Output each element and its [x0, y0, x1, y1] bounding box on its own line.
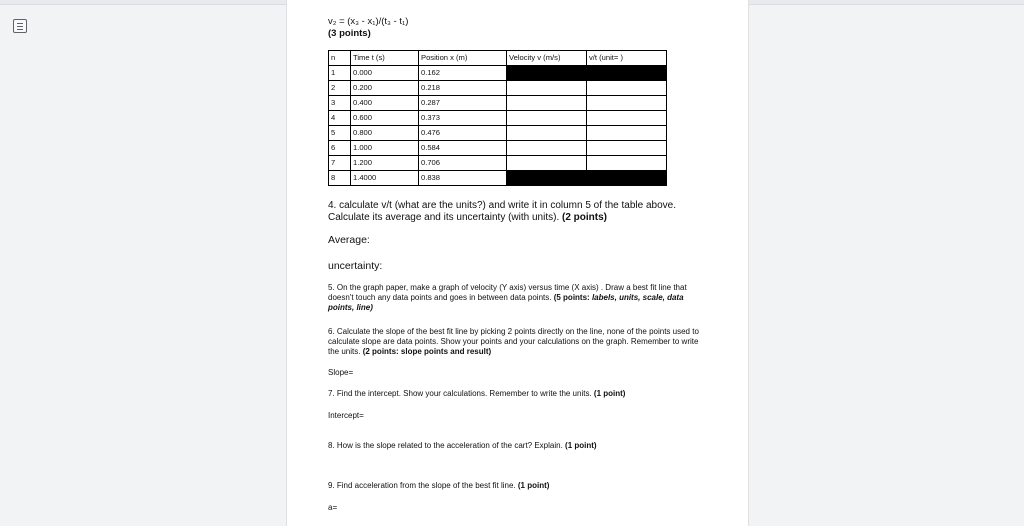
question-6 — [328, 327, 708, 357]
question-9 — [328, 481, 708, 491]
slope-label: Slope= — [328, 368, 354, 377]
cell-n: 1 — [329, 66, 351, 81]
question-7 — [328, 389, 708, 399]
question-6-points: (2 points: slope points and result) — [362, 347, 492, 356]
question-6-text: 6. Calculate the slope of the best fit line by picking 2 points directly on the line, none of the points used to calculate slope are data points. Show your points and your calculations on the graph. Remember to write the units. — [328, 327, 699, 356]
cell-position: 0.584 — [419, 141, 507, 156]
cell-velocity[interactable] — [507, 156, 587, 171]
formula-points: (3 points) — [328, 28, 371, 39]
cell-v-over-t[interactable] — [587, 141, 667, 156]
cell-n: 6 — [329, 141, 351, 156]
table-row — [329, 171, 667, 186]
cell-n: 4 — [329, 111, 351, 126]
cell-v-over-t[interactable] — [587, 96, 667, 111]
question-8 — [328, 441, 708, 451]
cell-position: 0.162 — [419, 66, 507, 81]
average-label: Average: — [328, 234, 370, 246]
cell-v-over-t[interactable] — [587, 156, 667, 171]
question-5-text: 5. On the graph paper, make a graph of velocity (Y axis) versus time (X axis) . Draw a best fit line that doesn't touch any data points and goes in between data points. — [328, 283, 687, 302]
cell-position: 0.287 — [419, 96, 507, 111]
table-header-row — [329, 51, 667, 66]
header-v-over-t: v/t (unit= ) — [587, 51, 667, 66]
cell-time: 0.000 — [351, 66, 419, 81]
cell-velocity[interactable] — [507, 111, 587, 126]
acceleration-label: a= — [328, 503, 338, 512]
cell-v-over-t[interactable] — [587, 81, 667, 96]
question-8-points: (1 point) — [565, 441, 597, 450]
question-4 — [328, 200, 708, 224]
table-row — [329, 96, 667, 111]
cell-n: 2 — [329, 81, 351, 96]
uncertainty-label: uncertainty: — [328, 260, 383, 272]
velocity-formula: v₂ = (x₃ - x₁)/(t₃ - t₁) — [328, 16, 409, 27]
question-9-points: (1 point) — [517, 481, 550, 490]
cell-n: 5 — [329, 126, 351, 141]
cell-velocity[interactable] — [507, 126, 587, 141]
question-5 — [328, 283, 708, 313]
table-row — [329, 156, 667, 171]
header-velocity: Velocity v (m/s) — [507, 51, 587, 66]
cell-time: 0.800 — [351, 126, 419, 141]
cell-velocity[interactable] — [507, 96, 587, 111]
cell-time: 1.200 — [351, 156, 419, 171]
cell-v-over-t[interactable] — [587, 126, 667, 141]
question-5-points-detail: labels, units, scale, data points, line) — [328, 293, 684, 312]
question-4-points: (2 points) — [562, 212, 608, 223]
intercept-label: Intercept= — [328, 411, 364, 420]
header-position: Position x (m) — [419, 51, 507, 66]
cell-n: 3 — [329, 96, 351, 111]
cell-time: 0.400 — [351, 96, 419, 111]
table-row — [329, 81, 667, 96]
question-5-points: (5 points: — [553, 293, 590, 302]
cell-n: 8 — [329, 171, 351, 186]
cell-position: 0.838 — [419, 171, 507, 186]
document-outline-icon[interactable] — [13, 19, 27, 33]
cell-time: 0.600 — [351, 111, 419, 126]
header-time: Time t (s) — [351, 51, 419, 66]
question-7-text: 7. Find the intercept. Show your calculations. Remember to write the units. — [328, 389, 592, 398]
blocked-cell — [507, 171, 587, 186]
cell-position: 0.218 — [419, 81, 507, 96]
question-7-points: (1 point) — [593, 389, 626, 398]
cell-position: 0.373 — [419, 111, 507, 126]
header-n: n — [329, 51, 351, 66]
blocked-cell — [587, 66, 667, 81]
cell-time: 1.000 — [351, 141, 419, 156]
table-row — [329, 111, 667, 126]
cell-time: 1.4000 — [351, 171, 419, 186]
table-row — [329, 66, 667, 81]
question-4-text: 4. calculate v/t (what are the units?) and write it in column 5 of the table above. Calculate its average and its uncertainty (with units). — [328, 200, 676, 223]
question-8-text: 8. How is the slope related to the acceleration of the cart? Explain. — [328, 441, 563, 450]
data-table — [328, 50, 667, 186]
cell-velocity[interactable] — [507, 81, 587, 96]
cell-position: 0.476 — [419, 126, 507, 141]
table-row — [329, 126, 667, 141]
blocked-cell — [507, 66, 587, 81]
blocked-cell — [587, 171, 667, 186]
cell-n: 7 — [329, 156, 351, 171]
page-content — [328, 16, 708, 513]
cell-v-over-t[interactable] — [587, 111, 667, 126]
document-page — [286, 0, 749, 526]
table-row — [329, 141, 667, 156]
cell-position: 0.706 — [419, 156, 507, 171]
question-9-text: 9. Find acceleration from the slope of the best fit line. — [328, 481, 516, 490]
cell-time: 0.200 — [351, 81, 419, 96]
cell-velocity[interactable] — [507, 141, 587, 156]
